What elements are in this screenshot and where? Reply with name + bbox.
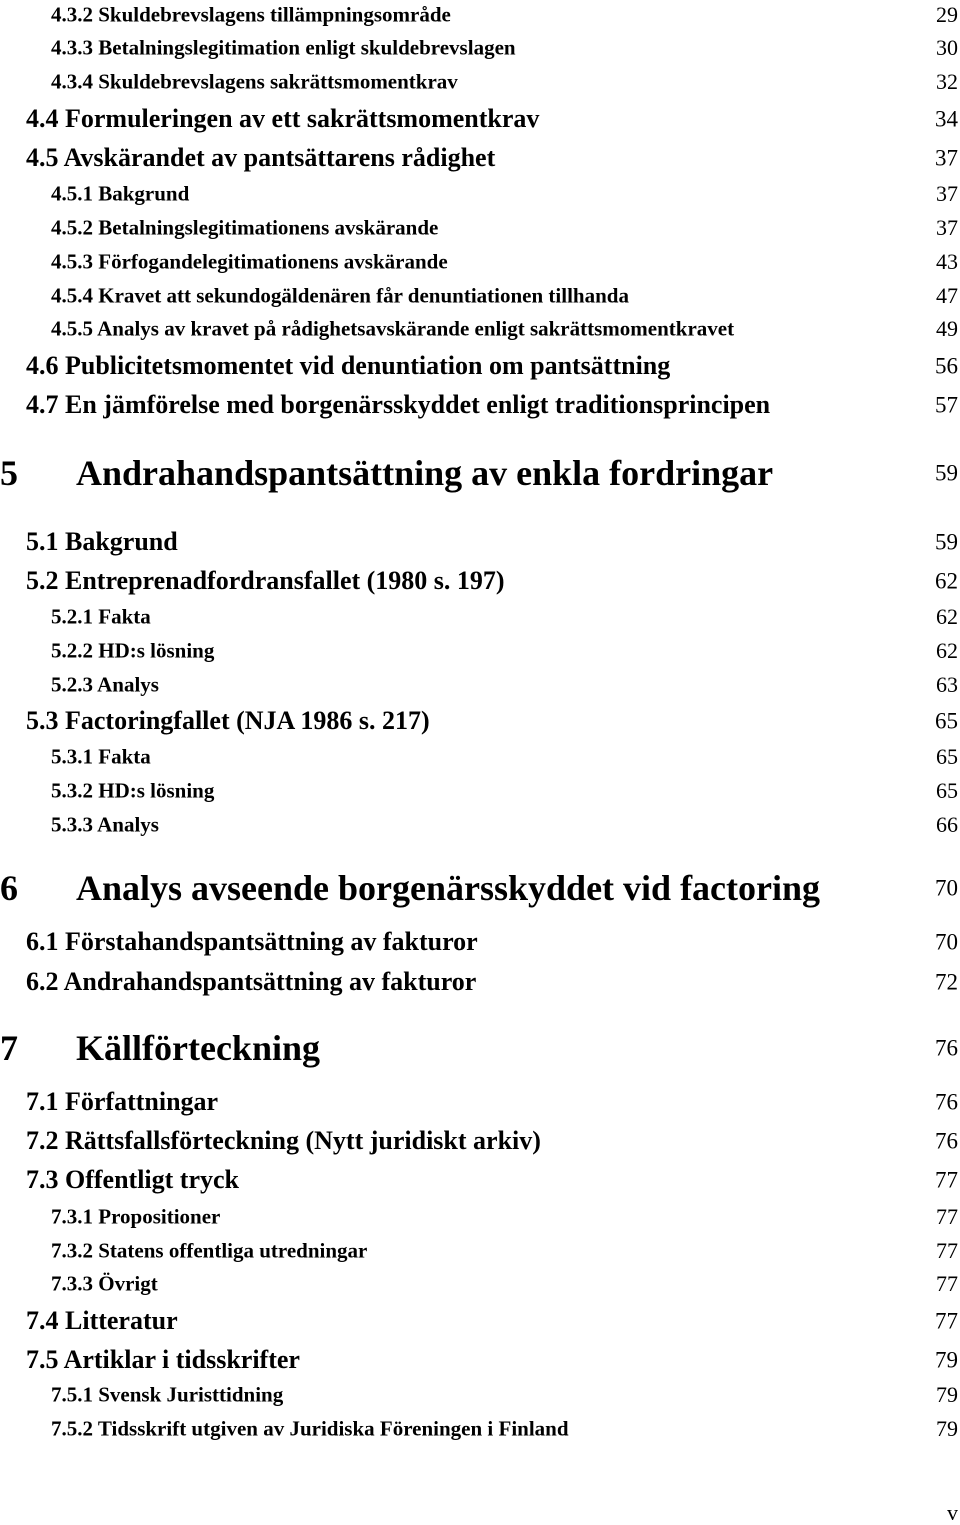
toc-entry[interactable] — [0, 69, 960, 94]
toc-entry-text: Förstahandspantsättning av fakturor — [65, 927, 478, 956]
toc-entry[interactable] — [0, 1271, 960, 1296]
toc-entry-title — [0, 1030, 320, 1066]
toc-entry-title — [51, 778, 215, 803]
toc-entry-title — [26, 529, 178, 555]
toc-entry-number: 4.4 — [26, 104, 59, 133]
toc-entry-title — [26, 708, 430, 734]
toc-entry-number: 4.5.1 — [51, 181, 93, 206]
toc-entry-title — [26, 929, 478, 955]
toc-entry[interactable] — [0, 316, 960, 341]
toc-entry[interactable] — [0, 143, 960, 172]
toc-entry-number: 5 — [0, 453, 18, 493]
toc-entry-text: Fakta — [98, 604, 151, 629]
toc-entry-title — [51, 672, 159, 697]
toc-entry-text: Litteratur — [65, 1306, 178, 1335]
toc-entry-page: 29 — [936, 2, 958, 27]
toc-entry-title — [51, 249, 448, 274]
toc-entry-text: Betalningslegitimation enligt skuldebrevslagen — [98, 35, 516, 60]
toc-entry-text: Analys — [97, 672, 159, 697]
toc-entry[interactable] — [0, 566, 960, 595]
toc-entry-text: Fakta — [98, 744, 151, 769]
toc-entry-number: 5.3.3 — [51, 812, 93, 837]
toc-entry-title — [51, 1416, 569, 1441]
toc-entry-page: 79 — [936, 1416, 958, 1441]
toc-entry-number: 4.5 — [26, 143, 59, 172]
toc-entry-text: Författningar — [65, 1087, 219, 1116]
toc-entry-text: Entreprenadfordransfallet (1980 s. 197) — [65, 566, 505, 595]
toc-entry-title — [51, 744, 151, 769]
toc-entry-number: 5.3 — [26, 706, 59, 735]
toc-entry[interactable] — [0, 1345, 960, 1374]
toc-entry-number: 5.3.2 — [51, 778, 93, 803]
toc-entry-title — [26, 145, 495, 171]
toc-entry-page: 76 — [935, 1089, 958, 1115]
toc-entry-page: 47 — [936, 283, 958, 308]
toc-entry-number: 6 — [0, 868, 18, 908]
toc-entry-number: 7.2 — [26, 1126, 59, 1155]
toc-entry-title — [26, 1167, 239, 1193]
toc-entry-number: 7.5 — [26, 1345, 59, 1374]
toc-entry-text: Avskärandet av pantsättarens rådighet — [63, 143, 496, 172]
toc-entry[interactable] — [0, 778, 960, 803]
toc-entry-title — [51, 812, 159, 837]
toc-entry[interactable] — [0, 927, 960, 956]
toc-entry-number: 7.3 — [26, 1165, 59, 1194]
toc-entry-number: 4.5.3 — [51, 249, 93, 274]
toc-entry[interactable] — [0, 1382, 960, 1407]
toc-entry-page: 79 — [935, 1347, 958, 1373]
toc-entry-number: 4.6 — [26, 351, 59, 380]
toc-entry-page: 65 — [935, 708, 958, 734]
toc-entry[interactable] — [0, 104, 960, 133]
toc-entry[interactable] — [0, 283, 960, 308]
toc-entry[interactable] — [0, 1165, 960, 1194]
toc-entry-text: Tidsskrift utgiven av Juridiska Föreningen i Finland — [97, 1416, 569, 1441]
toc-entry[interactable] — [0, 1126, 960, 1155]
toc-entry-number: 5.2 — [26, 566, 59, 595]
toc-entry-page: 59 — [935, 529, 958, 555]
toc-entry-number: 7.3.3 — [51, 1271, 93, 1296]
toc-entry[interactable] — [0, 453, 960, 493]
toc-entry-page: 77 — [935, 1308, 958, 1334]
toc-entry-page: 63 — [936, 672, 958, 697]
toc-entry-page: 37 — [936, 181, 958, 206]
toc-entry-title — [51, 181, 190, 206]
toc-entry[interactable] — [0, 1238, 960, 1263]
toc-entry-number: 5.1 — [26, 527, 59, 556]
toc-entry[interactable] — [0, 390, 960, 419]
toc-entry-text: HD:s lösning — [98, 778, 215, 803]
toc-entry-text: Övrigt — [98, 1271, 158, 1296]
toc-entry-text: Statens offentliga utredningar — [98, 1238, 368, 1263]
toc-entry-number: 4.3.3 — [51, 35, 93, 60]
toc-entry-page: 70 — [935, 929, 958, 955]
toc-entry-text: Betalningslegitimationens avskärande — [98, 215, 439, 240]
toc-entry-number: 5.2.2 — [51, 638, 93, 663]
toc-entry-title — [26, 568, 505, 594]
toc-entry-page: 65 — [936, 778, 958, 803]
toc-entry-number: 5.3.1 — [51, 744, 93, 769]
toc-entry-text: HD:s lösning — [98, 638, 215, 663]
toc-entry-text: Kravet att sekundogäldenären får denuntiationen tillhanda — [98, 283, 629, 308]
toc-entry-text: Bakgrund — [65, 527, 178, 556]
toc-entry-number: 4.3.4 — [51, 69, 93, 94]
toc-entry[interactable] — [0, 706, 960, 735]
toc-entry-title — [26, 1308, 178, 1334]
toc-entry-page: 76 — [935, 1035, 958, 1061]
toc-entry-page: 76 — [935, 1128, 958, 1154]
toc-entry-title — [51, 1271, 158, 1296]
toc-entry-number: 4.5.2 — [51, 215, 93, 240]
toc-entry-page: 49 — [936, 316, 958, 341]
toc-entry-title — [51, 604, 151, 629]
toc-entry[interactable] — [0, 638, 960, 663]
toc-entry-text: Andrahandspantsättning av fakturor — [63, 967, 477, 996]
toc-entry-page: 66 — [936, 812, 958, 837]
toc-entry[interactable] — [0, 215, 960, 240]
toc-entry[interactable] — [0, 1028, 960, 1068]
toc-entry-number: 7.5.2 — [51, 1416, 93, 1441]
toc-entry-number: 6.2 — [26, 967, 59, 996]
toc-entry-page: 37 — [936, 215, 958, 240]
toc-entry[interactable] — [0, 672, 960, 697]
toc-entry-number: 4.7 — [26, 390, 59, 419]
toc-entry-page: 32 — [936, 69, 958, 94]
toc-entry-title — [26, 1089, 218, 1115]
toc-entry-number: 6.1 — [26, 927, 59, 956]
toc-entry-number: 7.3.2 — [51, 1238, 93, 1263]
toc-entry-page: 79 — [936, 1382, 958, 1407]
toc-entry-text: Källförteckning — [76, 1028, 320, 1068]
toc-entry-text: Rättsfallsförteckning (Nytt juridiskt arkiv) — [65, 1126, 541, 1155]
toc-entry-title — [51, 2, 451, 27]
toc-entry-number: 5.2.3 — [51, 672, 93, 697]
toc-entry-page: 70 — [935, 875, 958, 901]
toc-entry-number: 7.4 — [26, 1306, 59, 1335]
toc-entry-page: 43 — [936, 249, 958, 274]
toc-entry-title — [26, 392, 770, 418]
toc-entry-page: 77 — [936, 1204, 958, 1229]
toc-entry-title — [51, 69, 458, 94]
toc-entry-title — [26, 106, 539, 132]
toc-entry[interactable] — [0, 604, 960, 629]
toc-entry-title — [0, 870, 820, 906]
toc-entry-page: 62 — [935, 568, 958, 594]
toc-entry[interactable] — [0, 1204, 960, 1229]
toc-entry[interactable] — [0, 812, 960, 837]
toc-entry-page: 77 — [935, 1167, 958, 1193]
toc-entry-text: Svensk Juristtidning — [98, 1382, 284, 1407]
toc-entry-title — [26, 1347, 300, 1373]
toc-entry[interactable] — [0, 744, 960, 769]
toc-entry[interactable] — [0, 2, 960, 27]
toc-entry-page: 57 — [935, 392, 958, 418]
toc-entry-text: Andrahandspantsättning av enkla fordringar — [76, 453, 774, 493]
toc-entry[interactable] — [0, 868, 960, 908]
toc-entry[interactable] — [0, 1306, 960, 1335]
toc-entry-number: 4.3.2 — [51, 2, 93, 27]
toc-entry-page: 65 — [936, 744, 958, 769]
toc-entry-text: Factoringfallet (NJA 1986 s. 217) — [65, 706, 430, 735]
toc-entry-title — [51, 283, 629, 308]
toc-entry-page: 34 — [935, 106, 958, 132]
toc-entry-text: Skuldebrevslagens sakrättsmomentkrav — [98, 69, 458, 94]
toc-entry-page: 77 — [936, 1271, 958, 1296]
toc-entry[interactable] — [0, 1087, 960, 1116]
toc-entry-title — [51, 316, 735, 341]
toc-entry-text: Bakgrund — [98, 181, 190, 206]
toc-entry-page: 62 — [936, 638, 958, 663]
toc-entry-text: Analys avseende borgenärsskyddet vid factoring — [76, 868, 821, 908]
toc-entry-title — [51, 215, 439, 240]
toc-entry-page: 72 — [935, 969, 958, 995]
toc-entry-number: 4.5.5 — [51, 316, 93, 341]
toc-entry[interactable] — [0, 1416, 960, 1441]
toc-entry-number: 7 — [0, 1028, 18, 1068]
toc-entry-number: 7.1 — [26, 1087, 59, 1116]
toc-entry-text: Offentligt tryck — [65, 1165, 240, 1194]
page-number: v — [947, 1500, 958, 1525]
toc-entry[interactable] — [0, 35, 960, 60]
toc-entry[interactable] — [0, 351, 960, 380]
toc-entry-text: Artiklar i tidsskrifter — [63, 1345, 300, 1374]
toc-entry-page: 30 — [936, 35, 958, 60]
toc-entry-text: Formuleringen av ett sakrättsmomentkrav — [65, 104, 540, 133]
toc-entry-title — [51, 35, 516, 60]
toc-entry-title — [51, 1382, 284, 1407]
toc-entry-text: Förfogandelegitimationens avskärande — [98, 249, 448, 274]
toc-entry-number: 5.2.1 — [51, 604, 93, 629]
toc-entry-text: En jämförelse med borgenärsskyddet enligt traditionsprincipen — [65, 390, 771, 419]
toc-entry-title — [26, 969, 476, 995]
toc-entry-text: Analys av kravet på rådighetsavskärande enligt sakrättsmomentkravet — [97, 316, 735, 341]
toc-entry-page: 56 — [935, 353, 958, 379]
toc-entry[interactable] — [0, 967, 960, 996]
toc-entry-text: Publicitetsmomentet vid denuntiation om pantsättning — [65, 351, 671, 380]
toc-entry[interactable] — [0, 527, 960, 556]
toc-entry-title — [51, 638, 215, 663]
toc-entry-title — [26, 1128, 541, 1154]
toc-entry-title — [0, 455, 773, 491]
toc-entry-page: 37 — [935, 145, 958, 171]
toc-entry-number: 7.5.1 — [51, 1382, 93, 1407]
toc-entry-title — [51, 1238, 368, 1263]
toc-entry-title — [26, 353, 670, 379]
toc-entry-page: 59 — [935, 460, 958, 486]
toc-entry-text: Analys — [97, 812, 159, 837]
toc-entry-text: Propositioner — [98, 1204, 221, 1229]
toc-entry-text: Skuldebrevslagens tillämpningsområde — [98, 2, 451, 27]
toc-entry-number: 7.3.1 — [51, 1204, 93, 1229]
toc-entry-number: 4.5.4 — [51, 283, 93, 308]
toc-entry-page: 62 — [936, 604, 958, 629]
toc-entry[interactable] — [0, 181, 960, 206]
toc-entry[interactable] — [0, 249, 960, 274]
toc-entry-title — [51, 1204, 221, 1229]
toc-entry-page: 77 — [936, 1238, 958, 1263]
